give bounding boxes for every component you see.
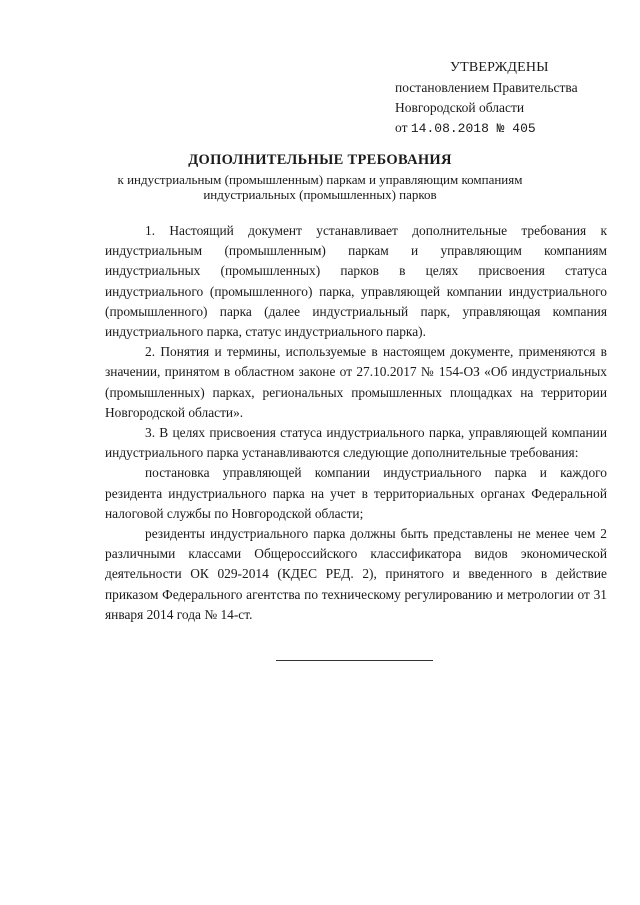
paragraph-2: 2. Понятия и термины, используемые в настоящем документе, применяются в значении, принятом в областном законе от 27.10.2017 № 154-ОЗ «Об индустриальных (промышленных) парках, региональных промышленных площадках на территории Новгородской области».	[105, 344, 607, 420]
approval-line-1: постановлением Правительства	[395, 80, 578, 95]
document-title: ДОПОЛНИТЕЛЬНЫЕ ТРЕБОВАНИЯ	[188, 152, 452, 168]
closing-divider	[276, 660, 433, 661]
requirement-item-1: постановка управляющей компании индустриального парка и каждого резидента индустриального парка на учет в территориальных органах Федеральной налоговой службы по Новгородской области;	[105, 465, 607, 521]
document-subtitle: к индустриальным (промышленным) паркам и управляющим компаниям индустриальных (промышленных) парков	[117, 172, 523, 202]
requirement-item-2: резиденты индустриального парка должны быть представлены не менее чем 2 различными классами Общероссийского классификатора видов экономической деятельности ОК 029-2014 (КДЕС РЕД. 2), принятого и введенного в действие приказом Федерального агентства по техническому регулированию и метрологии от 31 января 2014 года № 14-ст.	[105, 526, 607, 622]
approval-date-value: 14.08.2018 № 405	[410, 121, 536, 136]
paragraph-3: 3. В целях присвоения статуса индустриального парка, управляющей компании индустриального парка устанавливаются следующие дополнительные требования:	[105, 425, 607, 461]
approval-heading: УТВЕРЖДЕНЫ	[450, 60, 549, 75]
document-body	[105, 221, 607, 625]
approval-date-prefix: от	[395, 120, 411, 135]
approval-stamp	[395, 58, 635, 139]
paragraph-1: 1. Настоящий документ устанавливает дополнительные требования к индустриальным (промышленным) паркам и управляющим компаниям индустриальных (промышленных) парков в целях присвоения статуса индустриального (промышленного) парка, управляющей компании индустриального (промышленного) парка (далее индустриальный парк, управляющая компания индустриального парка, статус индустриального парка).	[105, 223, 607, 340]
approval-line-2: Новгородской области	[395, 100, 525, 115]
approval-date-line	[395, 118, 635, 139]
